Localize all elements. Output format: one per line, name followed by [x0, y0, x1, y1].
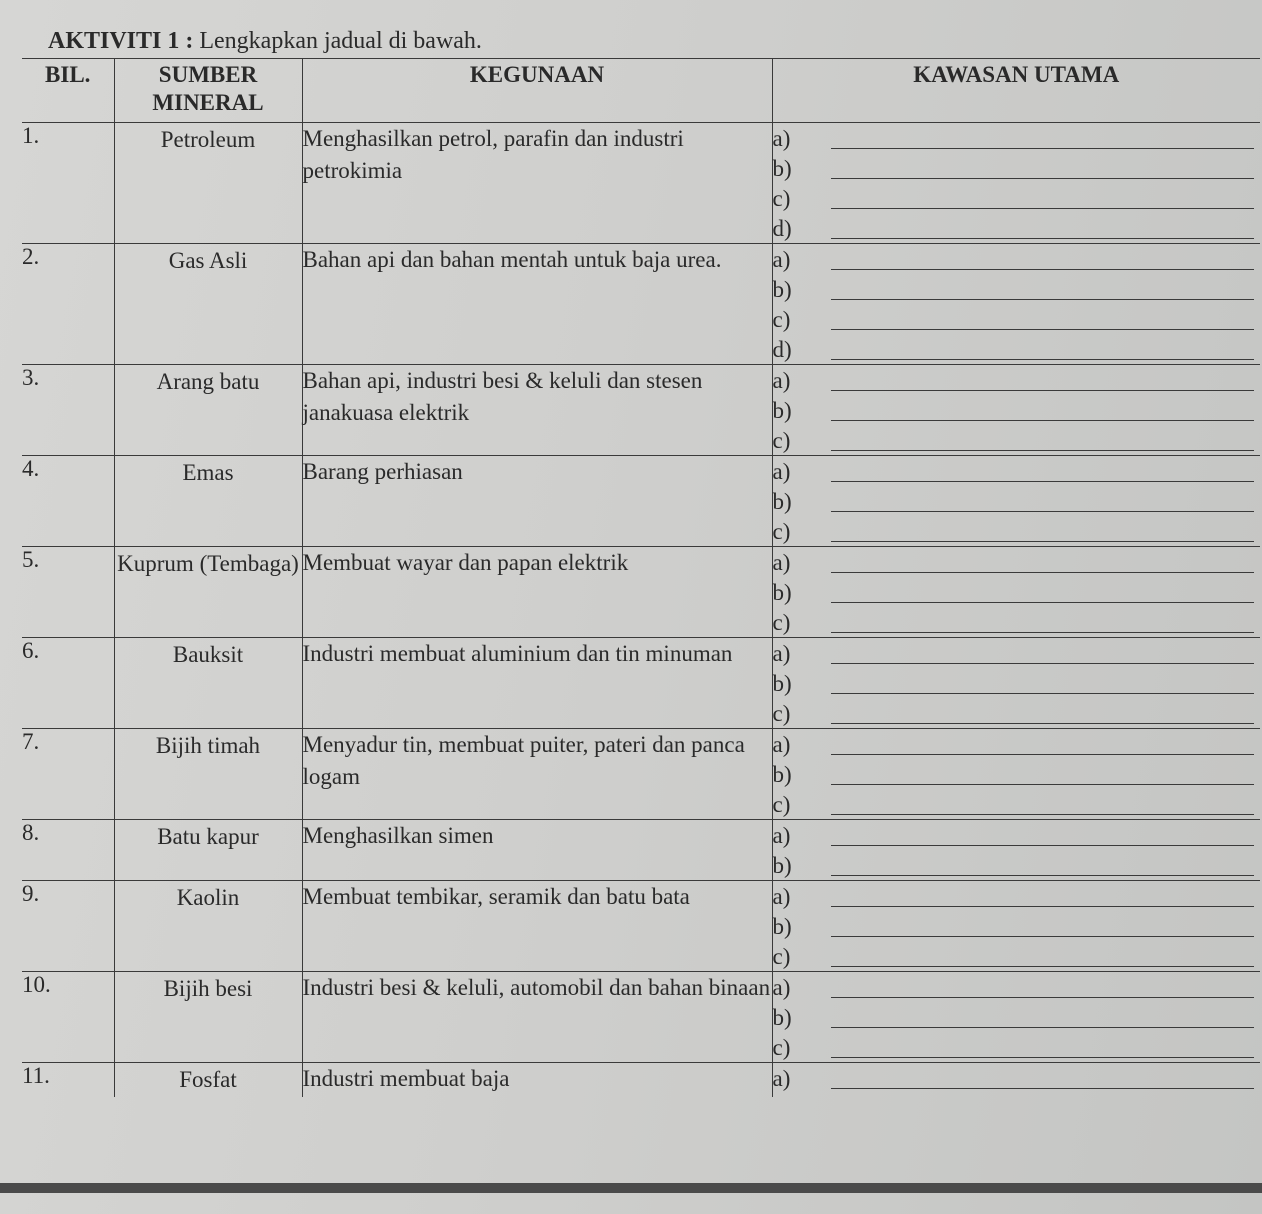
mineral-use: Industri besi & keluli, automobil dan bahan binaan [302, 972, 772, 1063]
row-number: 1. [22, 123, 40, 148]
answer-blank[interactable] [831, 679, 1255, 694]
answer-letter: c) [772, 1035, 791, 1060]
answer-letter: b) [772, 1005, 792, 1030]
worksheet-title [48, 28, 482, 55]
answer-letter: c) [772, 519, 791, 544]
answer-line [773, 516, 1261, 546]
row-number: 3. [22, 365, 114, 456]
answer-letter: a) [772, 247, 791, 272]
answer-letter: a) [772, 1066, 791, 1091]
main-area-cell [772, 1063, 1260, 1098]
mineral-use: Membuat wayar dan papan elektrik [302, 547, 772, 638]
main-area-cell [772, 729, 1260, 820]
answer-line [773, 698, 1261, 728]
answer-line [773, 759, 1261, 789]
row-number: 10. [22, 972, 114, 1063]
mineral-name: Bijih besi [114, 972, 302, 1063]
answer-line [773, 820, 1261, 850]
table-row [22, 123, 1260, 244]
table-row [22, 1063, 1260, 1098]
answer-letter: b) [772, 156, 792, 181]
answer-blank[interactable] [831, 224, 1255, 239]
mineral-use: Membuat tembikar, seramik dan batu bata [302, 881, 772, 972]
answer-letter: b) [772, 580, 792, 605]
answer-line [773, 425, 1261, 455]
mineral-name: Gas Asli [114, 244, 302, 365]
answer-letter: a) [772, 975, 791, 1000]
answer-letter: c) [772, 610, 791, 635]
main-area-cell [772, 820, 1260, 881]
main-area-cell [772, 244, 1260, 365]
answer-line [773, 334, 1261, 364]
answer-blank[interactable] [831, 467, 1255, 482]
answer-line [773, 972, 1261, 1002]
answer-letter: c) [772, 944, 791, 969]
answer-blank[interactable] [831, 983, 1255, 998]
row-number: 4. [22, 456, 114, 547]
answer-blank[interactable] [831, 1074, 1255, 1089]
answer-blank[interactable] [831, 497, 1255, 512]
answer-letter: d) [772, 337, 792, 362]
answer-line [773, 365, 1261, 395]
answer-letter: b) [772, 762, 792, 787]
main-area-cell [772, 365, 1260, 456]
header-kawasan-utama: KAWASAN UTAMA [772, 59, 1260, 123]
activity-table [22, 58, 1260, 1097]
answer-line [773, 668, 1261, 698]
answer-line [773, 395, 1261, 425]
answer-blank[interactable] [831, 740, 1255, 755]
answer-letter: a) [772, 641, 791, 666]
answer-blank[interactable] [831, 134, 1255, 149]
answer-letter: a) [772, 550, 791, 575]
answer-line [773, 183, 1261, 213]
mineral-use: Industri membuat aluminium dan tin minuman [302, 638, 772, 729]
answer-letter: b) [772, 398, 792, 423]
answer-line [773, 1002, 1261, 1032]
answer-blank[interactable] [831, 618, 1255, 633]
mineral-use: Barang perhiasan [302, 456, 772, 547]
row-number: 9. [22, 881, 114, 972]
answer-blank[interactable] [831, 770, 1255, 785]
answer-letter: c) [772, 186, 791, 211]
answer-blank[interactable] [831, 861, 1255, 876]
answer-blank[interactable] [831, 831, 1255, 846]
answer-line [773, 577, 1261, 607]
answer-line [773, 547, 1261, 577]
answer-blank[interactable] [831, 588, 1255, 603]
table-row [22, 881, 1260, 972]
answer-letter: a) [772, 884, 791, 909]
answer-line [773, 729, 1261, 759]
answer-blank[interactable] [831, 255, 1255, 270]
table-header-row [22, 59, 1260, 123]
activity-instruction: Lengkapkan jadual di bawah. [193, 28, 482, 54]
mineral-use: Menghasilkan petrol, parafin dan industri petrokimia [302, 123, 772, 244]
header-sumber-mineral: SUMBER MINERAL [114, 59, 302, 123]
answer-blank[interactable] [831, 892, 1255, 907]
row-number: 6. [22, 638, 114, 729]
answer-line [773, 244, 1261, 274]
answer-line [773, 911, 1261, 941]
answer-letter: b) [772, 671, 792, 696]
answer-letter: a) [772, 368, 791, 393]
mineral-name: Fosfat [114, 1063, 302, 1098]
answer-line [773, 153, 1261, 183]
row-number: 11. [22, 1063, 114, 1098]
row-number: 2. [22, 244, 114, 365]
answer-line [773, 304, 1261, 334]
bottom-rule [0, 1183, 1262, 1193]
row-number: 7. [22, 729, 114, 820]
activity-label: AKTIVITI 1 : [48, 28, 194, 54]
main-area-cell [772, 881, 1260, 972]
answer-line [773, 213, 1261, 243]
answer-line [773, 881, 1261, 911]
row-number: 8. [22, 820, 114, 881]
answer-line [773, 789, 1261, 819]
answer-letter: b) [772, 277, 792, 302]
mineral-name: Petroleum [114, 123, 302, 244]
answer-line [773, 456, 1261, 486]
mineral-use: Industri membuat baja [302, 1063, 772, 1098]
answer-letter: a) [772, 732, 791, 757]
answer-blank[interactable] [831, 1013, 1255, 1028]
mineral-use: Menghasilkan simen [302, 820, 772, 881]
mineral-use: Menyadur tin, membuat puiter, pateri dan panca logam [302, 729, 772, 820]
answer-blank[interactable] [831, 436, 1255, 451]
main-area-cell [772, 547, 1260, 638]
table-row [22, 638, 1260, 729]
answer-letter: b) [772, 853, 792, 878]
answer-letter: d) [772, 216, 792, 241]
answer-blank[interactable] [831, 922, 1255, 937]
mineral-name: Kuprum (Tembaga) [114, 547, 302, 638]
answer-blank[interactable] [831, 709, 1255, 724]
main-area-cell [772, 123, 1260, 244]
answer-line [773, 1032, 1261, 1062]
answer-blank[interactable] [831, 649, 1255, 664]
answer-letter: c) [772, 792, 791, 817]
row-number: 5. [22, 547, 114, 638]
answer-blank[interactable] [831, 1043, 1255, 1058]
table-row [22, 820, 1260, 881]
answer-letter: a) [772, 126, 791, 151]
answer-blank[interactable] [831, 376, 1255, 391]
answer-letter: a) [772, 459, 791, 484]
table-row [22, 547, 1260, 638]
answer-line [773, 486, 1261, 516]
mineral-name: Batu kapur [114, 820, 302, 881]
main-area-cell [772, 456, 1260, 547]
table-row [22, 456, 1260, 547]
mineral-name: Arang batu [114, 365, 302, 456]
mineral-name: Bijih timah [114, 729, 302, 820]
answer-line [773, 638, 1261, 668]
answer-blank[interactable] [831, 345, 1255, 360]
answer-letter: b) [772, 489, 792, 514]
answer-blank[interactable] [831, 406, 1255, 421]
answer-letter: c) [772, 428, 791, 453]
answer-blank[interactable] [831, 952, 1255, 967]
answer-blank[interactable] [831, 285, 1255, 300]
mineral-use: Bahan api, industri besi & keluli dan stesen janakuasa elektrik [302, 365, 772, 456]
answer-line [773, 607, 1261, 637]
table-row [22, 244, 1260, 365]
answer-blank[interactable] [831, 800, 1255, 815]
table-row [22, 729, 1260, 820]
mineral-name: Emas [114, 456, 302, 547]
header-bil: BIL. [22, 59, 114, 123]
answer-line [773, 850, 1261, 880]
answer-blank[interactable] [831, 558, 1255, 573]
answer-blank[interactable] [831, 315, 1255, 330]
answer-line [773, 1063, 1261, 1093]
table-row [22, 972, 1260, 1063]
answer-line [773, 123, 1261, 153]
answer-blank[interactable] [831, 527, 1255, 542]
answer-blank[interactable] [831, 164, 1255, 179]
mineral-use: Bahan api dan bahan mentah untuk baja urea. [302, 244, 772, 365]
answer-letter: c) [772, 307, 791, 332]
main-area-cell [772, 972, 1260, 1063]
answer-line [773, 274, 1261, 304]
answer-line [773, 941, 1261, 971]
mineral-name: Bauksit [114, 638, 302, 729]
mineral-name: Kaolin [114, 881, 302, 972]
main-area-cell [772, 638, 1260, 729]
table-row [22, 365, 1260, 456]
answer-letter: a) [772, 823, 791, 848]
answer-letter: b) [772, 914, 792, 939]
answer-letter: c) [772, 701, 791, 726]
header-kegunaan: KEGUNAAN [302, 59, 772, 123]
answer-blank[interactable] [831, 194, 1255, 209]
